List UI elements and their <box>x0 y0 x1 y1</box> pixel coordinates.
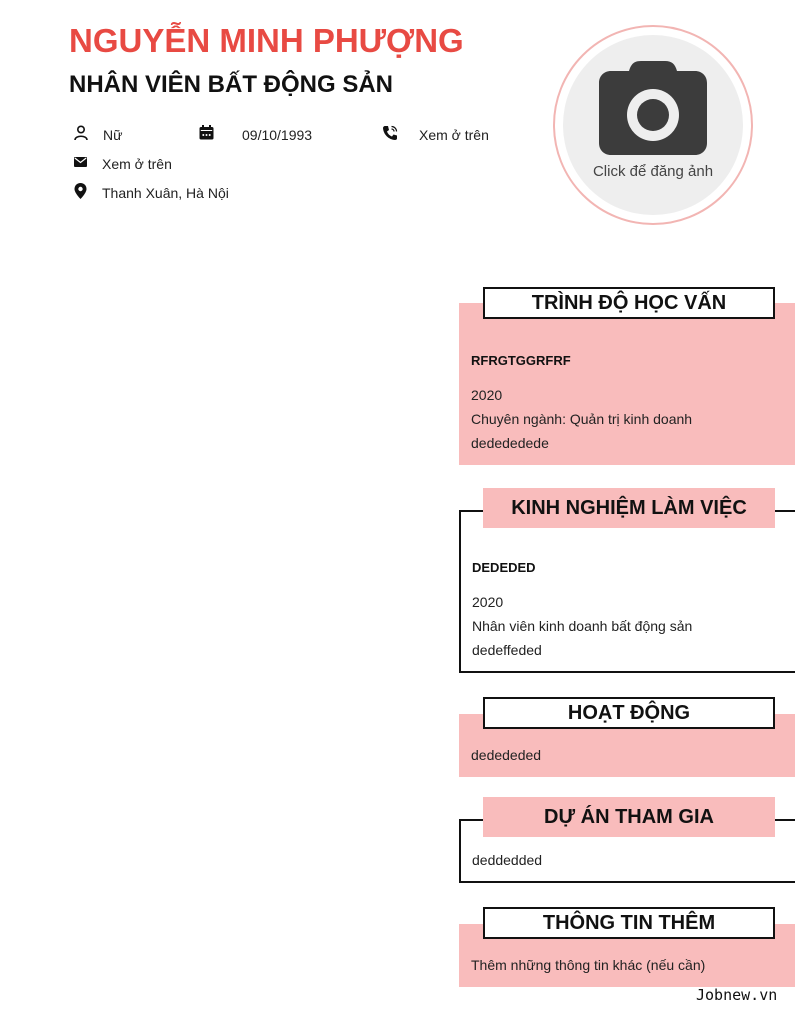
photo-upload-label[interactable]: Click để đăng ảnh <box>592 163 714 180</box>
brand-watermark: Jobnew.vn <box>696 986 778 1004</box>
education-school: RFRGTGGRFRF <box>471 353 571 368</box>
experience-title: KINH NGHIỆM LÀM VIỆC <box>483 488 775 528</box>
photo-placeholder[interactable] <box>563 35 743 215</box>
projects-description: deddedded <box>472 852 543 868</box>
projects-title: DỰ ÁN THAM GIA <box>483 797 775 837</box>
address-value: Thanh Xuân, Hà Nội <box>102 185 229 201</box>
activities-title: HOẠT ĐỘNG <box>483 697 775 729</box>
extra-info-title: THÔNG TIN THÊM <box>483 907 775 939</box>
experience-year: 2020 <box>472 594 504 610</box>
location-pin-icon <box>74 183 87 199</box>
experience-description: dedeffeded <box>472 642 542 658</box>
envelope-icon <box>74 156 87 168</box>
extra-info-description: Thêm những thông tin khác (nếu cần) <box>471 957 706 973</box>
job-title: NHÂN VIÊN BẤT ĐỘNG SẢN <box>69 71 394 98</box>
camera-icon <box>599 61 707 155</box>
phone-icon <box>382 125 398 141</box>
education-major: Chuyên ngành: Quản trị kinh doanh <box>471 411 693 427</box>
candidate-name: NGUYỄN MINH PHƯỢNG <box>69 22 464 59</box>
gender-info <box>74 125 184 145</box>
phone-value: Xem ở trên <box>419 127 489 143</box>
birthday-info <box>199 125 349 145</box>
education-title: TRÌNH ĐỘ HỌC VẤN <box>483 287 775 319</box>
email-value: Xem ở trên <box>102 156 172 172</box>
experience-company: DEDEDED <box>472 560 536 575</box>
education-description: dededede​de <box>471 435 549 451</box>
address-info <box>74 183 254 203</box>
phone-info <box>382 125 502 145</box>
email-info <box>74 154 204 174</box>
person-icon <box>74 125 88 141</box>
calendar-icon <box>199 125 214 140</box>
birthday-value: 09/10/1993 <box>242 127 313 143</box>
gender-value: Nữ <box>103 127 123 143</box>
experience-position: Nhân viên kinh doanh bất động sản <box>472 618 693 634</box>
education-year: 2020 <box>471 387 503 403</box>
activities-description: dedededed <box>471 747 542 763</box>
photo-upload-area[interactable] <box>553 25 753 225</box>
